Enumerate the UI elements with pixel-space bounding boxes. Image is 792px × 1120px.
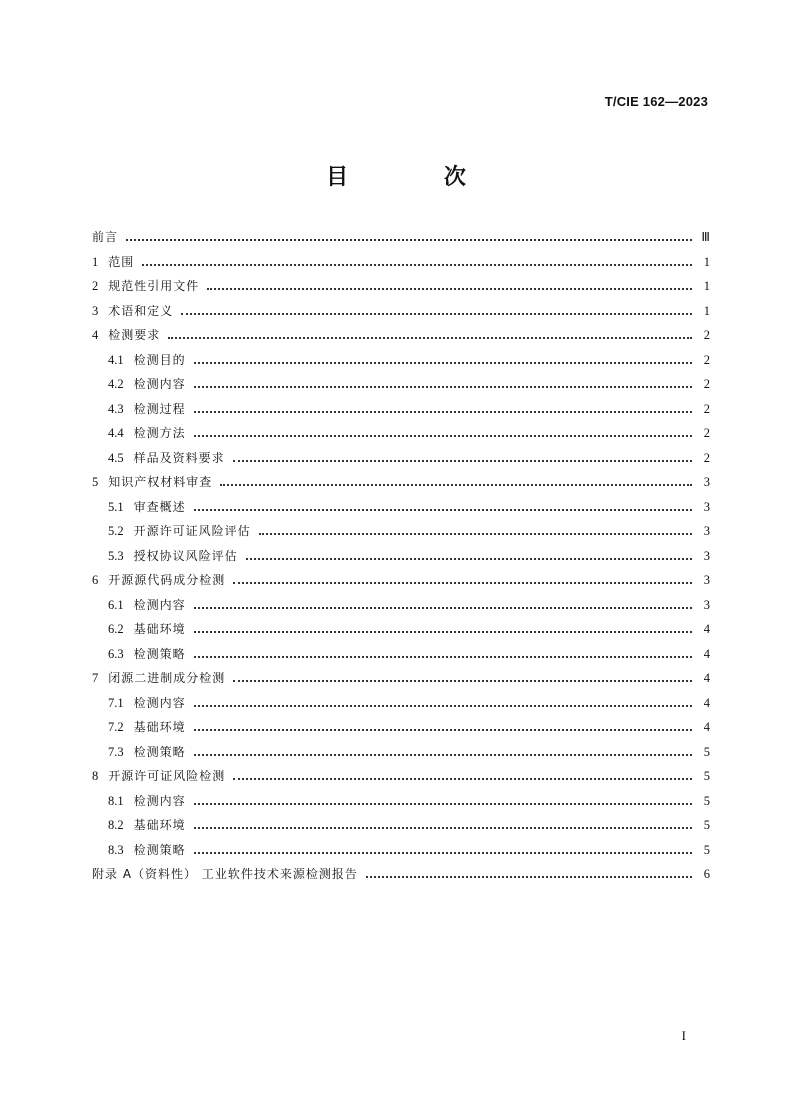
toc-entry-number: 7: [92, 671, 99, 685]
toc-entry[interactable]: [92, 375, 710, 400]
toc-entry-number: 1: [92, 254, 99, 269]
toc-entry-page: 5: [703, 769, 710, 783]
toc-entry[interactable]: [92, 277, 710, 302]
toc-entry-label: 基础环境: [133, 818, 186, 832]
toc-entry[interactable]: [92, 694, 710, 719]
toc-entry-page: 5: [703, 793, 710, 808]
toc-dot-leader: [220, 484, 692, 486]
toc-dot-leader: [207, 288, 692, 290]
toc-entry-number: 8.1: [108, 793, 124, 808]
toc-entry-page: 3: [703, 475, 710, 489]
toc-entry-number: 4.5: [108, 450, 124, 465]
toc-entry-page: 5: [703, 842, 710, 857]
toc-entry-label: 附录 A（资料性） 工业软件技术来源检测报告: [92, 867, 358, 881]
toc-entry-label: 开源源代码成分检测: [108, 573, 226, 587]
toc-entry-label: 检测内容: [133, 793, 186, 808]
toc-entry[interactable]: [92, 473, 710, 498]
toc-entry[interactable]: [92, 865, 710, 890]
toc-entry-number: 4.2: [108, 377, 124, 391]
toc-entry-label: 术语和定义: [108, 303, 174, 318]
toc-entry[interactable]: [92, 841, 710, 866]
toc-entry-label: 检测策略: [133, 842, 186, 857]
toc-entry-label: 开源许可证风险检测: [108, 769, 226, 783]
toc-entry-number: 4.1: [108, 352, 124, 367]
toc-entry-label: 检测内容: [133, 695, 186, 710]
toc-entry-label: 检测方法: [133, 426, 186, 440]
toc-entry-page: 3: [703, 573, 710, 587]
toc-dot-leader: [168, 337, 692, 339]
toc-dot-leader: [181, 313, 692, 315]
toc-entry-page: 6: [703, 867, 710, 881]
toc-entry-label: 基础环境: [133, 720, 186, 734]
toc-entry[interactable]: [92, 596, 710, 621]
toc-entry-number: 8.3: [108, 842, 124, 857]
toc-entry[interactable]: [92, 547, 710, 572]
toc-entry-number: 6.1: [108, 597, 124, 612]
toc-dot-leader: [194, 509, 692, 511]
toc-entry-number: 5.2: [108, 524, 124, 538]
toc-entry-number: 3: [92, 303, 99, 318]
toc-dot-leader: [194, 362, 692, 364]
toc-entry-page: 2: [703, 401, 710, 416]
toc-entry-label: 开源许可证风险评估: [133, 524, 251, 538]
toc-dot-leader: [194, 754, 692, 756]
toc-entry[interactable]: [92, 498, 710, 523]
toc-entry-number: 5.1: [108, 499, 124, 514]
toc-entry[interactable]: [92, 645, 710, 670]
toc-entry[interactable]: [92, 571, 710, 596]
table-of-contents: [92, 228, 710, 890]
toc-entry-number: 7.2: [108, 720, 124, 734]
toc-entry-page: 4: [703, 720, 710, 734]
toc-entry[interactable]: [92, 767, 710, 792]
toc-entry[interactable]: [92, 400, 710, 425]
toc-entry-page: 3: [703, 548, 710, 563]
toc-dot-leader: [246, 558, 692, 560]
toc-entry-label: 检测策略: [133, 646, 186, 661]
toc-entry[interactable]: [92, 792, 710, 817]
toc-entry-page: Ⅲ: [701, 230, 710, 244]
toc-entry-number: 5: [92, 475, 99, 489]
toc-dot-leader: [194, 729, 692, 731]
toc-entry-page: 3: [703, 597, 710, 612]
toc-dot-leader: [233, 460, 692, 462]
toc-dot-leader: [194, 852, 692, 854]
toc-entry-number: 8.2: [108, 818, 124, 832]
toc-dot-leader: [126, 239, 692, 241]
toc-entry-page: 1: [703, 279, 710, 293]
toc-entry[interactable]: [92, 253, 710, 278]
toc-entry-number: 4.4: [108, 426, 124, 440]
toc-entry-label: 检测内容: [133, 377, 186, 391]
toc-entry-page: 2: [703, 328, 710, 342]
page-title: 目 次: [326, 165, 510, 190]
toc-entry-label: 检测策略: [133, 744, 186, 759]
toc-entry-label: 检测要求: [108, 328, 161, 342]
toc-dot-leader: [233, 778, 692, 780]
toc-dot-leader: [194, 631, 692, 633]
toc-entry[interactable]: [92, 449, 710, 474]
toc-entry-label: 范围: [108, 254, 135, 269]
toc-entry-number: 7.1: [108, 695, 124, 710]
toc-entry-page: 5: [703, 818, 710, 832]
toc-entry[interactable]: [92, 718, 710, 743]
toc-entry-label: 授权协议风险评估: [133, 548, 238, 563]
toc-entry-page: 1: [703, 254, 710, 269]
toc-dot-leader: [233, 680, 692, 682]
toc-entry-number: 6.3: [108, 646, 124, 661]
toc-entry-label: 闭源二进制成分检测: [108, 671, 226, 685]
toc-entry[interactable]: [92, 424, 710, 449]
toc-entry-label: 前言: [92, 230, 119, 244]
toc-dot-leader: [194, 607, 692, 609]
standard-code: T/CIE 162—2023: [604, 94, 708, 109]
toc-entry-page: 4: [703, 671, 710, 685]
toc-entry[interactable]: [92, 522, 710, 547]
toc-entry-number: 8: [92, 769, 99, 783]
toc-entry-number: 6.2: [108, 622, 124, 636]
toc-dot-leader: [259, 533, 692, 535]
toc-dot-leader: [194, 411, 692, 413]
toc-entry-number: 2: [92, 279, 99, 293]
toc-entry-page: 4: [703, 622, 710, 636]
toc-entry-number: 4: [92, 328, 99, 342]
toc-entry-page: 2: [703, 426, 710, 440]
toc-entry[interactable]: [92, 743, 710, 768]
toc-entry-label: 基础环境: [133, 622, 186, 636]
toc-entry[interactable]: [92, 302, 710, 327]
toc-entry-page: 5: [703, 744, 710, 759]
toc-entry-label: 检测内容: [133, 597, 186, 612]
toc-entry-page: 4: [703, 646, 710, 661]
toc-entry[interactable]: [92, 351, 710, 376]
toc-entry-label: 样品及资料要求: [133, 450, 225, 465]
toc-dot-leader: [233, 582, 692, 584]
toc-entry-page: 4: [703, 695, 710, 710]
toc-dot-leader: [142, 264, 692, 266]
toc-dot-leader: [194, 386, 692, 388]
toc-entry-page: 1: [703, 303, 710, 318]
toc-entry-number: 5.3: [108, 548, 124, 563]
toc-entry-label: 知识产权材料审查: [108, 475, 213, 489]
toc-dot-leader: [366, 876, 692, 878]
page-folio: I: [681, 1028, 686, 1043]
toc-dot-leader: [194, 705, 692, 707]
toc-entry-label: 检测过程: [133, 401, 186, 416]
toc-entry[interactable]: [92, 816, 710, 841]
toc-entry-label: 检测目的: [133, 352, 186, 367]
toc-entry-page: 2: [703, 352, 710, 367]
toc-dot-leader: [194, 656, 692, 658]
toc-dot-leader: [194, 803, 692, 805]
toc-entry-number: 7.3: [108, 744, 124, 759]
toc-entry-page: 2: [703, 450, 710, 465]
toc-entry[interactable]: [92, 669, 710, 694]
toc-entry-page: 3: [703, 524, 710, 538]
toc-entry-page: 3: [703, 499, 710, 514]
toc-entry-number: 6: [92, 573, 99, 587]
toc-entry-label: 审查概述: [133, 499, 186, 514]
toc-dot-leader: [194, 435, 692, 437]
toc-entry[interactable]: [92, 620, 710, 645]
toc-entry-page: 2: [703, 377, 710, 391]
toc-entry[interactable]: [92, 228, 710, 253]
toc-entry[interactable]: [92, 326, 710, 351]
toc-entry-label: 规范性引用文件: [108, 279, 200, 293]
toc-entry-number: 4.3: [108, 401, 124, 416]
toc-dot-leader: [194, 827, 692, 829]
